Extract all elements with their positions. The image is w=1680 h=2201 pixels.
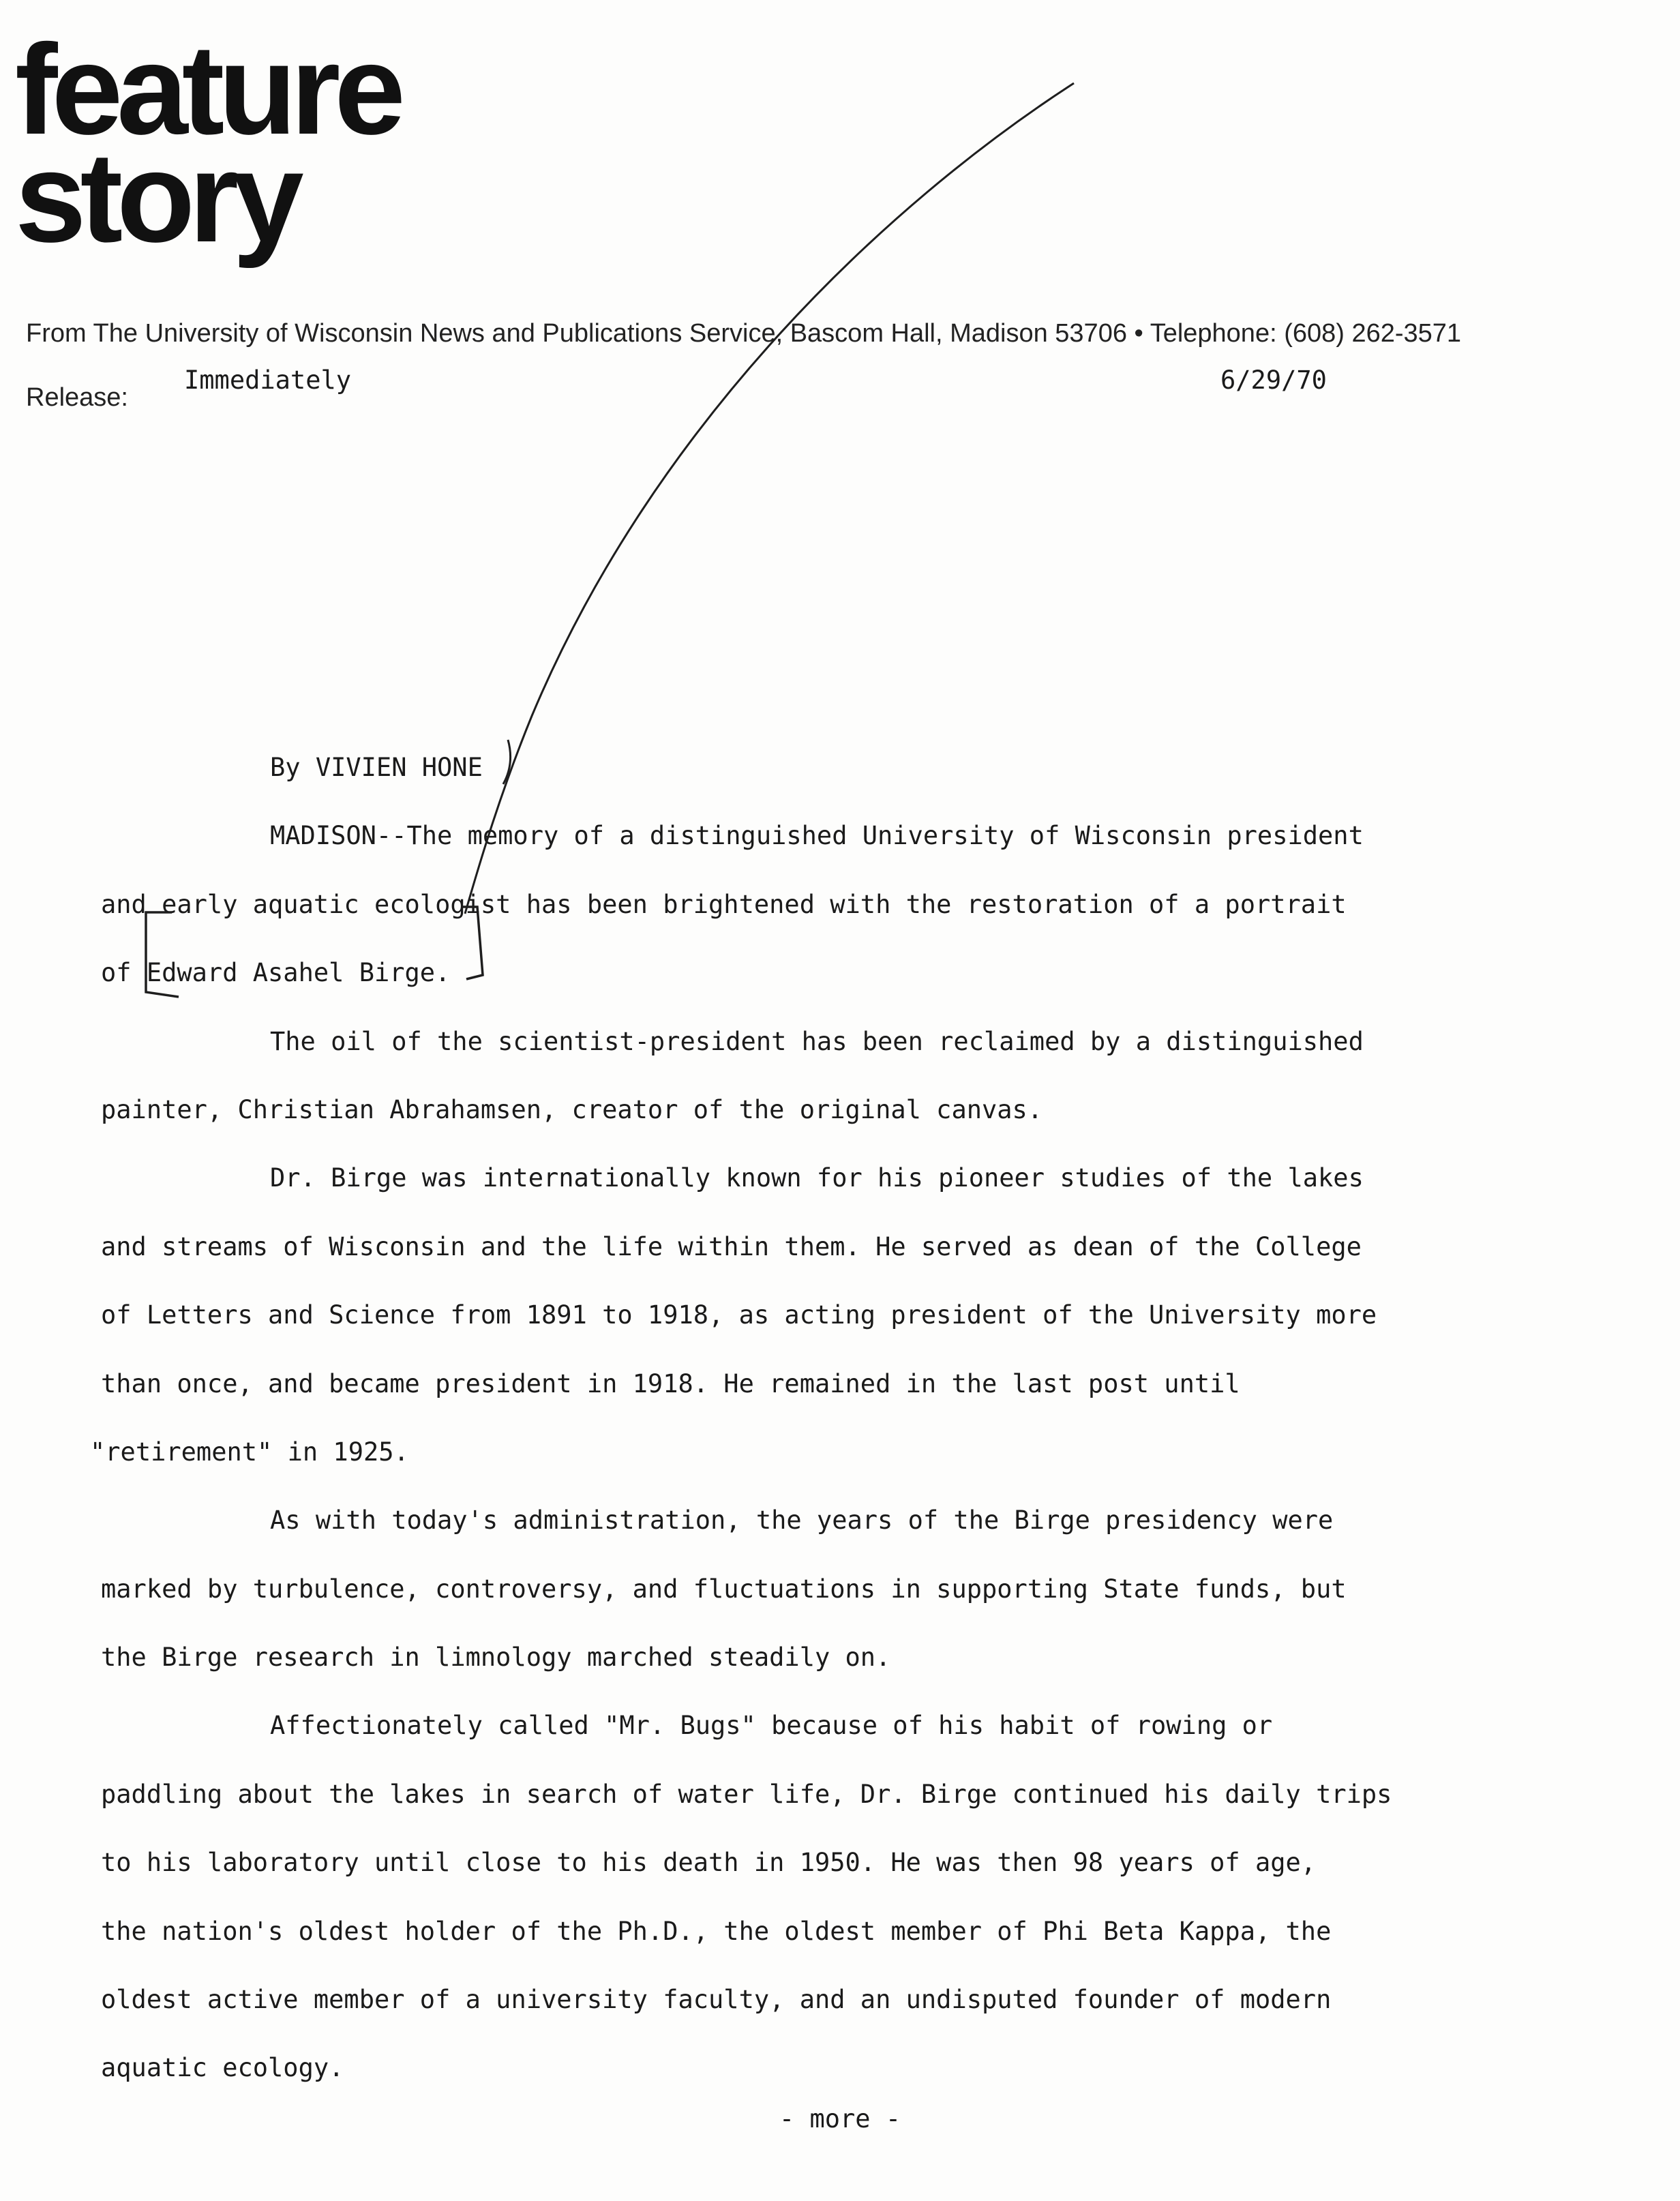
body-line: painter, Christian Abrahamsen, creator of the original canvas. xyxy=(101,1094,1043,1124)
body-line: the Birge research in limnology marched steadily on. xyxy=(101,1643,891,1673)
letterhead-from-line: From The University of Wisconsin News and Publications Service, Bascom Hall, Madison 53706 • Telephone: (608) 262-3571 xyxy=(26,319,1462,348)
body-line: aquatic ecology. xyxy=(101,2053,344,2083)
feature-story-logo xyxy=(15,18,400,269)
body-line: and early aquatic ecologist has been brightened with the restoration of a portrait xyxy=(101,889,1347,919)
release-date: 6/29/70 xyxy=(1220,365,1327,395)
body-line: than once, and became president in 1918. He remained in the last post until xyxy=(101,1368,1240,1398)
article-body xyxy=(90,734,1587,2103)
body-line: "retirement" in 1925. xyxy=(90,1437,409,1467)
logo-line-feature: feature xyxy=(15,18,400,161)
byline: By VIVIEN HONE xyxy=(270,753,483,782)
body-line: the nation's oldest holder of the Ph.D., the oldest member of Phi Beta Kappa, the xyxy=(101,1916,1332,1946)
body-line: oldest active member of a university faculty, and an undisputed founder of modern xyxy=(101,1985,1332,2015)
body-line: marked by turbulence, controversy, and fluctuations in supporting State funds, but xyxy=(101,1574,1347,1604)
body-line: Affectionately called "Mr. Bugs" because of his habit of rowing or xyxy=(270,1711,1273,1741)
body-line: The oil of the scientist-president has been reclaimed by a distinguished xyxy=(270,1026,1364,1056)
body-line: of Letters and Science from 1891 to 1918, as acting president of the University more xyxy=(101,1300,1377,1330)
release-label: Release: xyxy=(26,383,128,412)
body-line: to his laboratory until close to his death in 1950. He was then 98 years of age, xyxy=(101,1848,1317,1878)
body-line: paddling about the lakes in search of water life, Dr. Birge continued his daily trips xyxy=(101,1779,1392,1809)
release-value: Immediately xyxy=(184,365,352,395)
body-line: of Edward Asahel Birge. xyxy=(101,958,451,988)
body-line: Dr. Birge was internationally known for his pioneer studies of the lakes xyxy=(270,1163,1364,1193)
body-line: and streams of Wisconsin and the life within them. He served as dean of the College xyxy=(101,1231,1362,1261)
logo-line-story: story xyxy=(15,125,298,269)
body-line: As with today's administration, the years of the Birge presidency were xyxy=(270,1506,1334,1536)
more-footer: - more - xyxy=(779,2104,901,2133)
body-line: MADISON--The memory of a distinguished University of Wisconsin president xyxy=(270,821,1364,851)
